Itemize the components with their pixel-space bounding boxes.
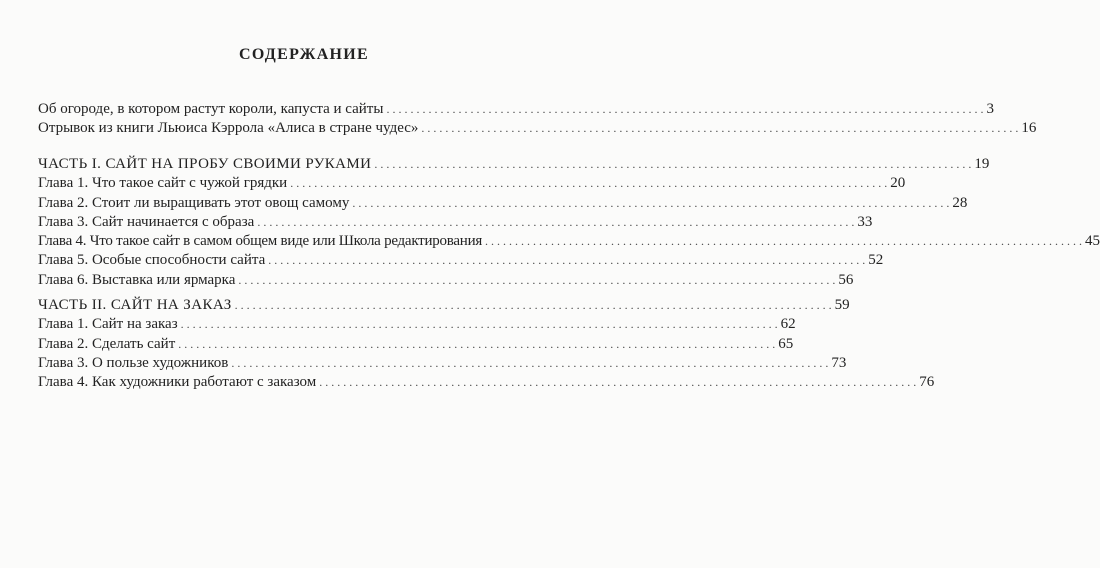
toc-entry <box>38 251 884 270</box>
toc-part-heading-page: 59 <box>834 297 850 313</box>
toc-leader-dots <box>238 271 835 290</box>
toc-leader-dots <box>421 119 1018 138</box>
toc-entry-page: 20 <box>890 175 906 192</box>
toc-entry-label: Глава 4. Что такое сайт в самом общем виде или Школа редактирования <box>38 233 483 250</box>
toc-entry-page: 56 <box>838 271 854 288</box>
toc-entry-page: 65 <box>778 335 794 352</box>
toc-entry-label: Об огороде, в котором растут короли, капуста и сайты <box>38 101 384 117</box>
toc-entry-label: Глава 4. Как художники работают с заказом <box>38 374 317 391</box>
toc-entry <box>38 232 1100 251</box>
toc-leader-dots <box>181 315 778 334</box>
toc-entry-label: Глава 2. Сделать сайт <box>38 335 176 352</box>
toc-intro-section <box>38 100 1037 139</box>
toc-leader-dots <box>352 194 949 213</box>
toc-entry <box>38 100 994 119</box>
toc-part-heading-label: ЧАСТЬ II. САЙТ НА ЗАКАЗ <box>38 297 232 313</box>
toc-leader-dots <box>319 373 916 392</box>
toc-entry-page: 62 <box>780 316 796 333</box>
toc-entry-page: 3 <box>986 101 994 117</box>
toc-entry <box>38 213 873 232</box>
toc-entry <box>38 271 854 290</box>
toc-entry-label: Глава 1. Сайт на заказ <box>38 316 178 333</box>
toc-entry-page: 76 <box>919 374 935 391</box>
toc-entry <box>38 194 968 213</box>
toc-leader-dots <box>235 296 832 315</box>
toc-entry-page: 52 <box>868 252 884 269</box>
toc-entry <box>38 373 935 392</box>
toc-leader-dots <box>257 213 854 232</box>
toc-entry-page: 28 <box>952 194 968 211</box>
toc-entry-page: 73 <box>831 354 847 371</box>
toc-entry-label: Глава 3. О пользе художников <box>38 354 229 371</box>
toc-part1-section <box>38 155 1100 290</box>
toc-leader-dots <box>231 354 828 373</box>
toc-entry-label: Глава 2. Стоит ли выращивать этот овощ самому <box>38 194 350 211</box>
toc-leader-dots <box>374 155 971 174</box>
toc-entry-page: 16 <box>1021 120 1037 137</box>
toc-entry <box>38 174 906 193</box>
toc-entry <box>38 119 1037 138</box>
toc-leader-dots <box>485 232 1082 251</box>
toc-part-heading-page: 19 <box>974 156 990 172</box>
toc-entry-label: Глава 6. Выставка или ярмарка <box>38 271 236 288</box>
toc-leader-dots <box>268 251 865 270</box>
toc-entry <box>38 335 794 354</box>
toc-leader-dots <box>290 174 887 193</box>
toc-entry-label: Отрывок из книги Льюиса Кэррола «Алиса в стране чудес» <box>38 120 419 137</box>
toc-entry-label: Глава 5. Особые способности сайта <box>38 252 266 269</box>
toc-part-heading <box>38 296 850 315</box>
toc-leader-dots <box>178 335 775 354</box>
toc-entry-page: 33 <box>857 213 873 230</box>
toc-part2-section <box>38 296 935 392</box>
toc-entry-label: Глава 1. Что такое сайт с чужой грядки <box>38 175 288 192</box>
page-title: СОДЕРЖАНИЕ <box>238 46 370 63</box>
toc-entry-label: Глава 3. Сайт начинается с образа <box>38 213 255 230</box>
toc-entry-page: 45 <box>1085 233 1100 250</box>
toc-leader-dots <box>386 100 983 119</box>
toc-part-heading-label: ЧАСТЬ I. САЙТ НА ПРОБУ СВОИМИ РУКАМИ <box>38 156 372 172</box>
toc-entry <box>38 315 796 334</box>
toc-part-heading <box>38 155 990 174</box>
toc-entry <box>38 354 847 373</box>
